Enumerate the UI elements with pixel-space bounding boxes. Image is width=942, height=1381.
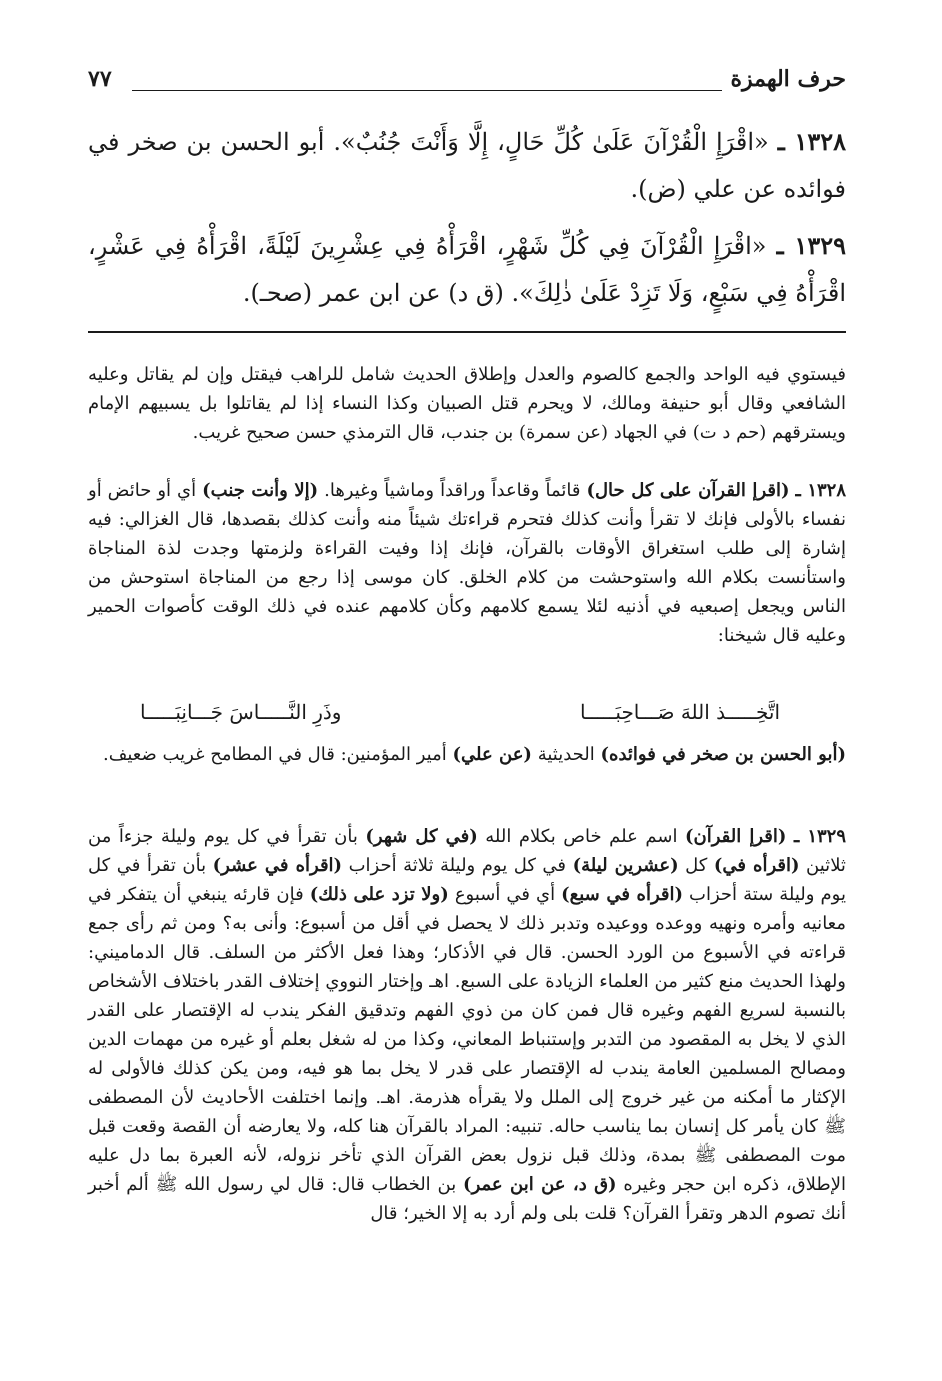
lemma: (في كل شهر) (365, 826, 478, 847)
hadith-source: (ق د) عن ابن عمر (صحـ). (242, 279, 504, 307)
lemma: (اقرأه في سبع) (561, 884, 684, 905)
commentary-1328-source (88, 740, 846, 769)
hadith-text: «اقْرَإِ الْقُرْآنَ عَلَىٰ كُلِّ حَالٍ، إِلَّا وَأَنْتَ جُنُبٌ». (333, 128, 769, 156)
commentary-text: قائماً وقاعداً وراقداً وماشياً وغيرها. (324, 480, 581, 501)
commentary-text: كل (685, 855, 708, 876)
commentary-text: فإن قارئه ينبغي أن يتفكر في معانيه وأمره ونهيه ووعده ووعيده وتدبر ذلك لا يحصل في أقل من أسبوع: وأنى به؟ ومن ثم رأى جمع قراءته في الأسبوع من الورد الحسن. قال في الأذكار؛ وهذا فعل الأكثر من السلف. قال الدماميني: ولهذا الحديث منع كثير من العلماء الزيادة على السبع. اهـ وإختار النووي إختلاف القدر باختلاف الأشخاص بالنسبة لسريع الفهم وغيره قال فمن كان من ذوي الفهم وتدقيق الفكر يندب له الإقتصار على القدر الذي لا يخل به المقصود من التدبر وإستنباط المعاني، وكذا من له شغل بعلم أو غيره من مهمات الدين ومصالح المسلمين العامة يندب له الإقتصار على قدر لا يخل بما هو فيه، ومن يكن كذلك فالأولى له الإكثار ما أمكنه من غير خروج إلى الملل ولا يقرأه هذرمة. اهـ. وإنما اختلفت الأحاديث لأن المصطفى ﷺ كان يأمر كل إنسان بما يناسب حاله. تنبيه: المراد بالقرآن هنا كله، ولا يعارضه أن القصة وقعت قبل موت المصطفى ﷺ بمدة، وذلك قبل نزول بعض القرآن الذي تأخر نزوله، لأنه العبرة بما دل عليه الإطلاق، ذكره ابن حجر وغيره (88, 884, 847, 1195)
lemma: (ق د، عن ابن عمر) (463, 1174, 617, 1195)
commentary-text: اسم علم خاص بكلام الله (485, 826, 678, 847)
commentary-paragraph (88, 476, 846, 650)
commentary-text: بأن تقرأ في كل يوم وليلة ستة أحزاب (88, 855, 846, 905)
poetry-verse (140, 697, 780, 727)
lemma: (أبو الحسن بن صخر في فوائده) (600, 744, 846, 765)
commentary-text: أي في أسبوع (454, 884, 556, 905)
hadith-1328 (88, 118, 846, 213)
commentary-paragraph (88, 822, 846, 1228)
commentary-text: بن الخطاب قال: قال لي رسول الله ﷺ ألم أخبر أنك تصوم الدهر وتقرأ القرآن؟ قلت بلى ولم أرد به إلا الخير؛ قال (88, 1174, 846, 1224)
commentary-number: ١٣٢٨ ـ (795, 480, 846, 501)
commentary-number: ١٣٢٩ ـ (793, 826, 846, 847)
commentary-intro (88, 360, 846, 447)
hadith-number: ١٣٢٨ ـ (777, 127, 847, 156)
commentary-1328 (88, 476, 846, 650)
commentary-text: أمير المؤمنين: قال في المطامح غريب ضعيف. (103, 744, 447, 765)
lemma: (عن علي) (452, 744, 532, 765)
hadith-number: ١٣٢٩ ـ (776, 231, 846, 260)
verse-second-hemistich: وذَرِ النَّـــــاسَ جَـــانِبَـــــا (140, 700, 342, 724)
lemma: (إلا وأنت جنب) (202, 480, 319, 501)
page-header (88, 60, 846, 100)
commentary-text: أي أو حائض أو نفساء بالأولى فإنك لا تقرأ وأنت كذلك فتحرم قراءتك شيئاً منه وأنت كذلك بقصدها، قال الغزالي: فيه إشارة إلى طلب استغراق الأوقات بالقرآن، فإنك إذا وفيت القراءة ولزمتها وجدت لذة المناجاة واستأنست بكلام الله واستوحشت من كلام الخلق. كان موسى إذا رجع من المناجاة استوحش من الناس ويجعل إصبعيه في أذنيه لئلا يسمع كلامهم وكأن كلامهم عنده في ذلك الوقت كأصوات الحمير وعليه قال شيخنا: (88, 480, 846, 646)
commentary-1329 (88, 822, 846, 1228)
commentary-text: بأن تقرأ في كل يوم وليلة جزءاً من ثلاثين (88, 826, 846, 876)
lemma: (عشرين ليلة) (572, 855, 679, 876)
lemma: (اقرإ القرآن) (685, 826, 787, 847)
hadith-1329 (88, 222, 846, 317)
lemma: (اقرإ القرآن على كل حال) (586, 480, 790, 501)
commentary-text: في كل يوم وليلة ثلاثة أحزاب (348, 855, 567, 876)
header-rule (132, 90, 722, 91)
chapter-title: حرف الهمزة (730, 66, 846, 92)
lemma: (اقرأه في) (713, 855, 800, 876)
text-separator (88, 331, 846, 333)
commentary-paragraph (88, 740, 846, 769)
hadith-source: أبو الحسن بن صخر في فوائده عن علي (ض). (88, 128, 846, 203)
commentary-paragraph: فيستوي فيه الواحد والجمع كالصوم والعدل وإطلاق الحديث شامل للراهب فيقتل وإن لم يقاتل وعليه الشافعي وقال أبو حنيفة ومالك، لا ويحرم قتل الصبيان وكذا النساء إذا لم يقاتلوا بل يسبيهم الإمام ويسترقهم (حم د ت) في الجهاد (عن سمرة) بن جندب، قال الترمذي حسن صحيح غريب. (88, 364, 846, 443)
lemma: (ولا تزد على ذلك) (309, 884, 449, 905)
verse-first-hemistich: اتَّخِـــــذ اللهَ صَـــاحِبَـــــا (580, 700, 780, 724)
lemma: (اقرأه في عشر) (212, 855, 343, 876)
commentary-text: الحديثية (537, 744, 595, 765)
hadith-text: «اقْرَإِ الْقُرْآنَ فِي كُلِّ شَهْرٍ، اقْرَأْهُ فِي عِشْرِينَ لَيْلَةً، اقْرَأْهُ فِي عَشْرٍ، اقْرَأْهُ فِي سَبْعٍ، وَلَا تَزِدْ عَلَىٰ ذٰلِكَ». (88, 232, 846, 307)
page-number: ٧٧ (88, 66, 112, 92)
